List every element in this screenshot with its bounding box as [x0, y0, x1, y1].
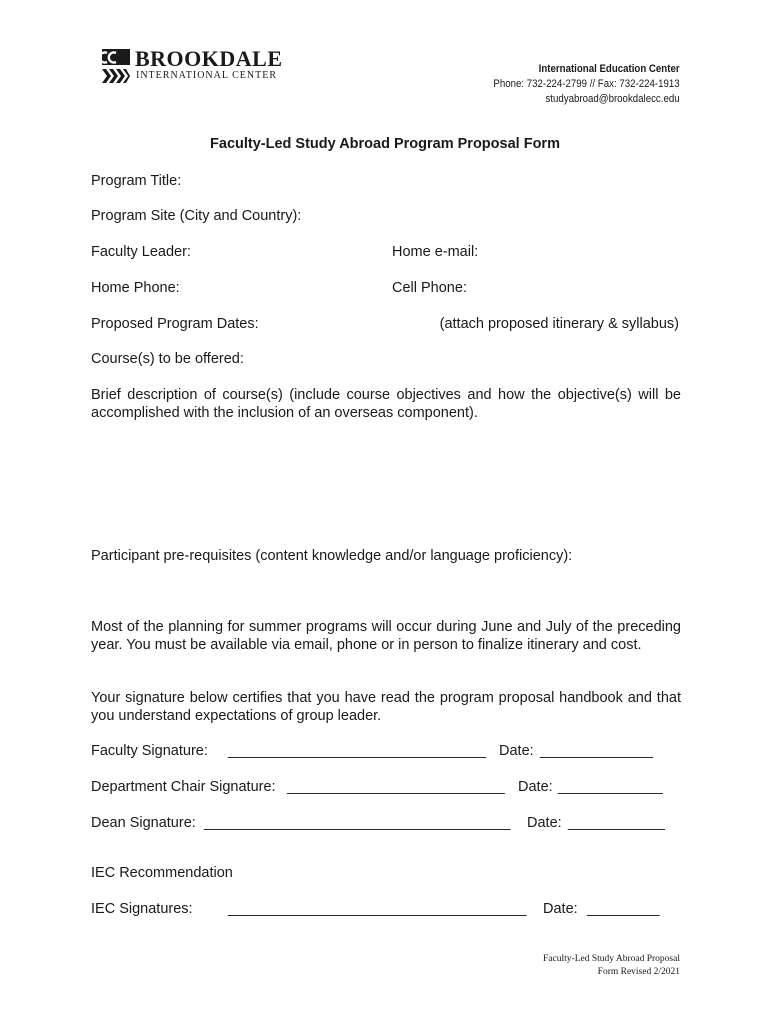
faculty-date-label: Date: [499, 743, 534, 759]
contact-email: studyabroad@brookdalecc.edu [545, 93, 680, 105]
chair-date-line[interactable]: _____________ [558, 779, 663, 795]
dean-signature-label: Dean Signature: [91, 815, 196, 831]
prerequisites-label: Participant pre-requisites (content knowledge and/or language proficiency): [91, 548, 573, 564]
center-name: International Education Center [539, 63, 680, 75]
course-description-label: Brief description of course(s) (include course objectives and how the objective(s) will be accomplished with the inclusion of an overseas component). [91, 387, 681, 421]
home-email-label: Home e-mail: [392, 244, 479, 260]
program-site-label: Program Site (City and Country): [91, 208, 302, 224]
iec-signatures-label: IEC Signatures: [91, 901, 193, 917]
faculty-signature-line[interactable]: ________________________________ [228, 743, 487, 759]
dean-date-label: Date: [527, 815, 562, 831]
logo-name: BROOKDALE [135, 46, 283, 71]
form-footer [543, 953, 680, 979]
brookdale-logo [99, 46, 283, 85]
program-title-label: Program Title: [91, 173, 182, 189]
planning-note: Most of the planning for summer programs will occur during June and July of the preceding year. You must be available via email, phone or in person to finalize itinerary and cost. [91, 619, 681, 653]
attach-note: (attach proposed itinerary & syllabus) [439, 316, 679, 332]
cell-phone-label: Cell Phone: [392, 280, 467, 296]
chair-signature-label: Department Chair Signature: [91, 779, 276, 795]
certify-note: Your signature below certifies that you have read the program proposal handbook and that you understand expectations of group leader. [91, 690, 681, 724]
faculty-signature-label: Faculty Signature: [91, 743, 208, 759]
form-title: Faculty-Led Study Abroad Program Proposal Form [210, 136, 560, 152]
iec-signature-line[interactable]: _____________________________________ [228, 901, 527, 917]
home-phone-label: Home Phone: [91, 280, 180, 296]
proposed-dates-label: Proposed Program Dates: [91, 316, 259, 332]
dean-signature-line[interactable]: ______________________________________ [204, 815, 511, 831]
faculty-date-line[interactable]: ______________ [540, 743, 653, 759]
brookdale-logo-icon [99, 47, 131, 85]
chair-signature-line[interactable]: ___________________________ [287, 779, 505, 795]
contact-block [494, 62, 680, 107]
iec-date-label: Date: [543, 901, 578, 917]
chair-date-label: Date: [518, 779, 553, 795]
phone-fax: Phone: 732-224-2799 // Fax: 732-224-1913 [493, 78, 680, 90]
footer-line-2: Form Revised 2/2021 [597, 967, 680, 977]
faculty-leader-label: Faculty Leader: [91, 244, 191, 260]
iec-recommendation-label: IEC Recommendation [91, 865, 233, 881]
footer-line-1: Faculty-Led Study Abroad Proposal [543, 954, 680, 964]
dean-date-line[interactable]: ____________ [568, 815, 665, 831]
logo-subtitle: INTERNATIONAL CENTER [136, 70, 278, 81]
iec-date-line[interactable]: _________ [587, 901, 660, 917]
courses-label: Course(s) to be offered: [91, 351, 244, 367]
